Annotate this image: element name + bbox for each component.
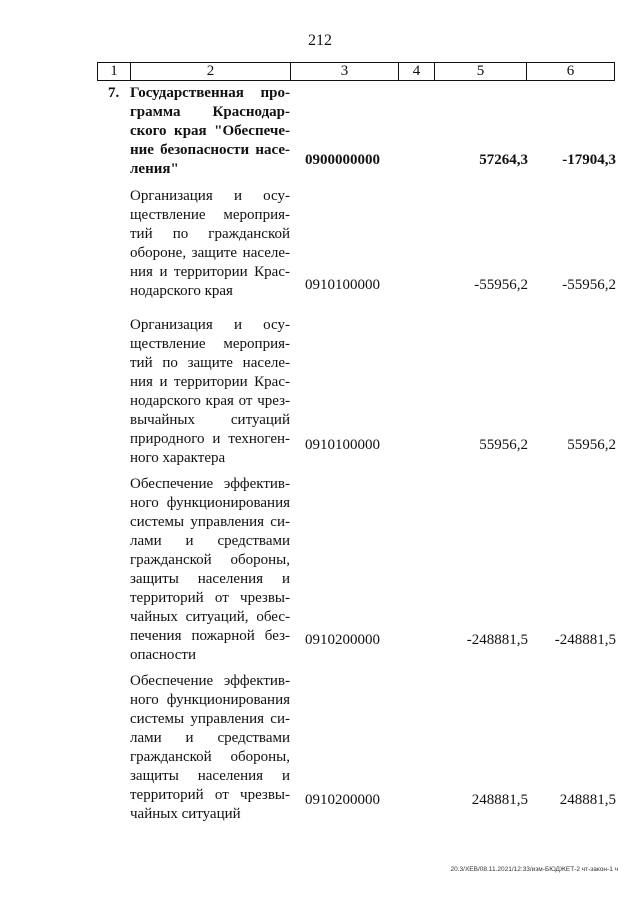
row-value-col5: 55956,2 (479, 437, 528, 453)
column-header-2: 2 (131, 63, 291, 80)
column-header-4: 4 (399, 63, 435, 80)
row-number: 7. (108, 85, 120, 101)
row-name: Обеспечение эффектив-ного функционирования системы управления си-лами и средствами гражданской обороны, защиты населения и территорий от чрезвы-чайных ситуаций (130, 673, 290, 822)
row-name: Организация и осу-ществление мероприя-тий по гражданской обороне, защите населе-ния и территории Крас-нодарского края (130, 188, 290, 299)
page-number: 212 (308, 32, 332, 49)
row-value-col6: -55956,2 (562, 277, 616, 293)
row-value-col5: -55956,2 (474, 277, 528, 293)
row-name: Государственная про-грамма Краснодар-ского края "Обеспече-ние безопасности насе-ления" (130, 85, 290, 177)
column-header-5: 5 (435, 63, 527, 80)
column-header-3: 3 (291, 63, 399, 80)
row-value-col6: -17904,3 (562, 152, 616, 168)
table-header-row (97, 62, 615, 81)
row-value-col5: 57264,3 (479, 152, 528, 168)
row-value-col6: 55956,2 (567, 437, 616, 453)
column-header-6: 6 (566, 63, 575, 79)
row-code: 0910100000 (305, 277, 380, 293)
row-code: 0910200000 (305, 632, 380, 648)
row-value-col6: 248881,5 (559, 792, 616, 808)
row-value-col6: -248881,5 (554, 632, 616, 648)
row-value-col5: -248881,5 (466, 632, 528, 648)
row-name: Организация и осу-ществление мероприя-тий по защите населе-ния и территории Крас-нодарского края от чрез-вычайных ситуаций природного и техноген-ного характера (130, 317, 290, 466)
row-code: 0910200000 (305, 792, 380, 808)
document-footer: 20.3/ХЕВ/08.11.2021/12:33/изм-БЮДЖЕТ-2 чт-закон-1 ч (450, 866, 618, 873)
row-name: Обеспечение эффектив-ного функционирования системы управления си-лами и средствами гражданской обороны, защиты населения и территорий от чрезвы-чайных ситуаций, обес-печения пожарной без-опасности (130, 476, 290, 663)
row-value-col5: 248881,5 (471, 792, 528, 808)
column-header-1: 1 (98, 63, 131, 80)
row-code: 0900000000 (305, 152, 380, 168)
row-code: 0910100000 (305, 437, 380, 453)
